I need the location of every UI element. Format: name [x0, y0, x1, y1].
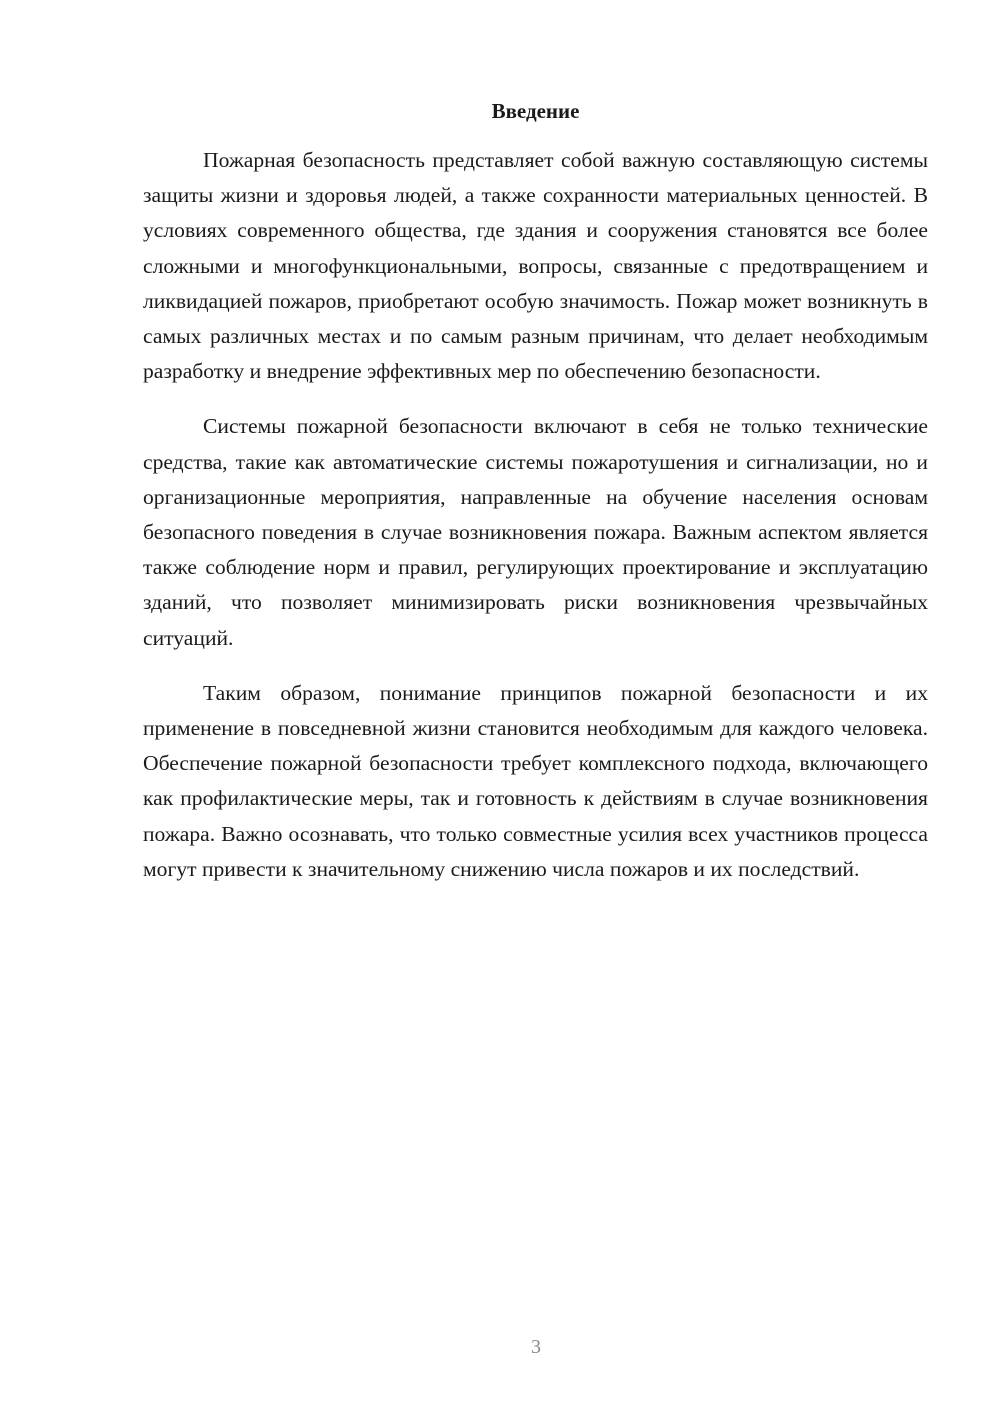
page-number: 3 [531, 1336, 541, 1358]
paragraph-1: Пожарная безопасность представляет собой важную составляющую системы защиты жизни и здоровья людей, а также сохранности материальных ценностей. В условиях современного общества, где здания и сооружения становятся все более сложными и многофункциональными, вопросы, связанные с предотвращением и ликвидацией пожаров, приобретают особую значимость. Пожар может возникнуть в самых различных местах и по самым разным причинам, что делает необходимым разработку и внедрение эффективных мер по обеспечению безопасности. [143, 148, 928, 384]
section-title: Введение [491, 99, 580, 123]
body-text [143, 143, 928, 907]
paragraph-3: Таким образом, понимание принципов пожарной безопасности и их применение в повседневной жизни становится необходимым для каждого человека. Обеспечение пожарной безопасности требует комплексного подхода, включающего как профилактические меры, так и готовность к действиям в случае возникновения пожара. Важно осознавать, что только совместные усилия всех участников процесса могут привести к значительному снижению числа пожаров и их последствий. [143, 680, 928, 881]
paragraph-2: Системы пожарной безопасности включают в себя не только технические средства, такие как автоматические системы пожаротушения и сигнализации, но и организационные мероприятия, направленные на обучение населения основам безопасного поведения в случае возникновения пожара. Важным аспектом является также соблюдение норм и правил, регулирующих проектирование и эксплуатацию зданий, что позволяет минимизировать риски возникновения чрезвычайных ситуаций. [143, 414, 928, 650]
